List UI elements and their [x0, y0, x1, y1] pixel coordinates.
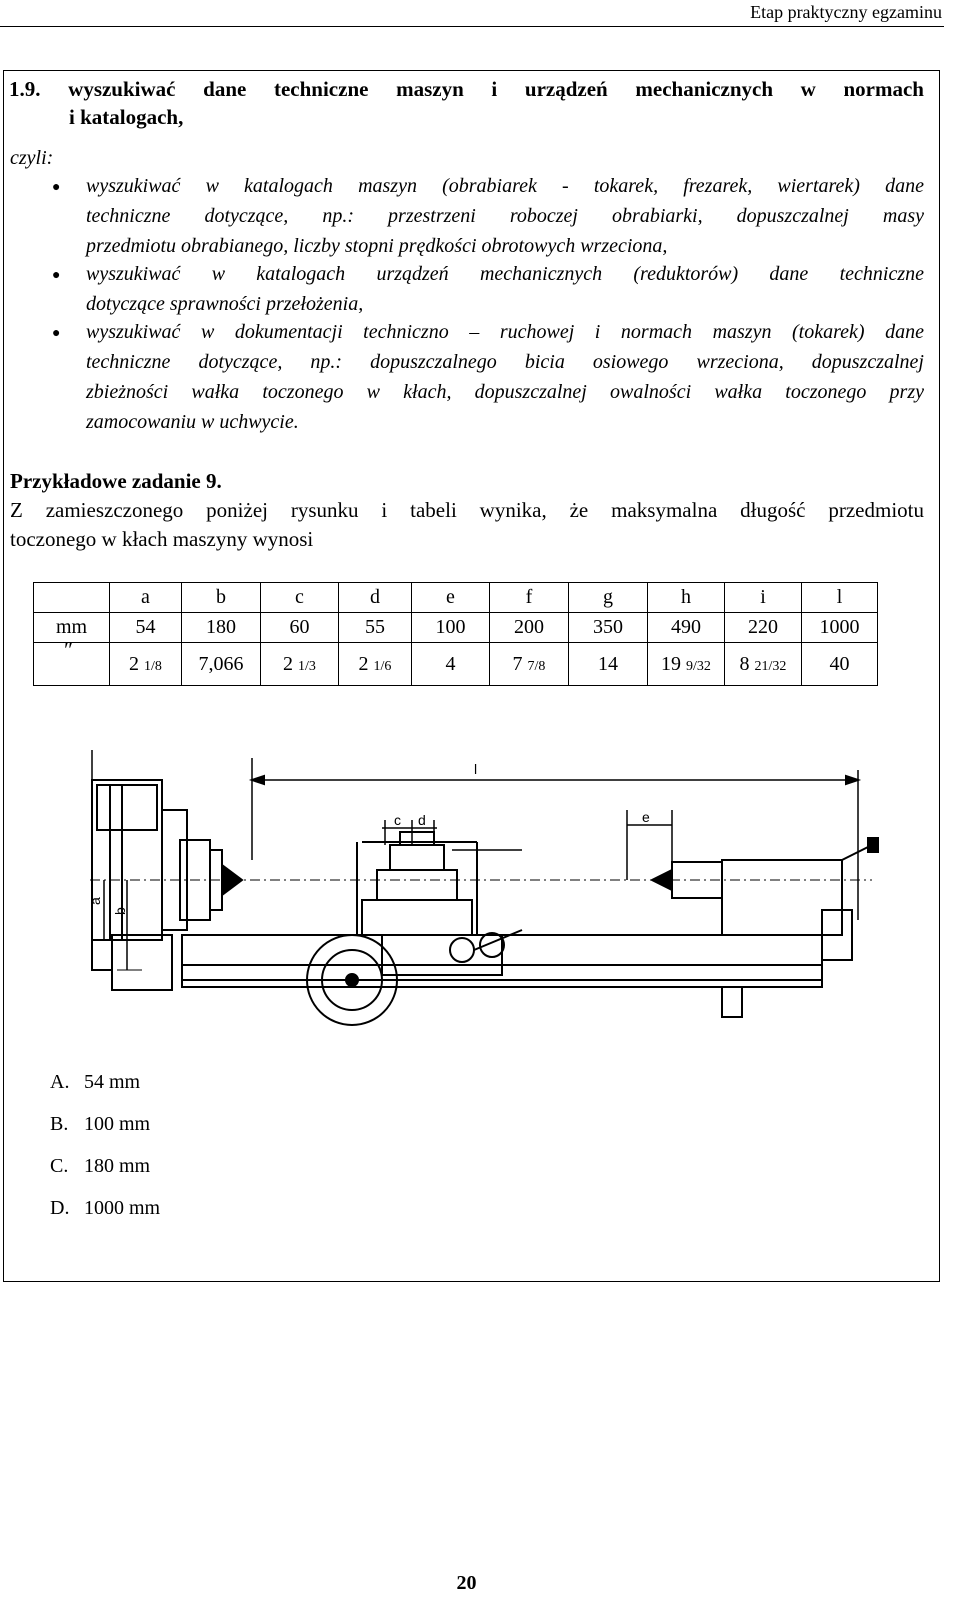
page-header: [0, 0, 960, 42]
answer-text: 1000 mm: [84, 1197, 161, 1219]
answer-option-a[interactable]: [50, 1068, 160, 1110]
table-cell: [339, 643, 412, 686]
table-header-cell: c: [261, 583, 339, 613]
inch-fraction: 7/8: [527, 658, 546, 674]
answer-letter: D.: [50, 1197, 70, 1219]
bullet-line: techniczne dotyczące, np.: przestrzeni roboczej obrabiarki, dopuszczalnej masy: [86, 205, 924, 227]
table-cell: 350: [569, 613, 648, 643]
task-description-line: toczonego w kłach maszyny wynosi: [10, 527, 314, 551]
answer-options: [50, 1068, 160, 1236]
dimension-table: [33, 582, 878, 686]
table-header-cell: a: [110, 583, 182, 613]
table-header-cell: d: [339, 583, 412, 613]
table-cell: [110, 643, 182, 686]
table-header-cell: b: [182, 583, 261, 613]
label-b: b: [112, 907, 128, 915]
task-description-line: Z zamieszczonego poniżej rysunku i tabeli wynika, że maksymalna długość przedmiotu: [10, 498, 924, 522]
table-cell: 60: [261, 613, 339, 643]
label-e: e: [642, 809, 650, 825]
bullet-icon: ●: [52, 268, 61, 283]
bullet-line: przedmiotu obrabianego, liczby stopni prędkości obrotowych wrzeciona,: [86, 235, 668, 257]
section-title-continued: i katalogach,: [69, 105, 184, 129]
inch-whole: 7: [512, 652, 523, 675]
task-description: [10, 496, 924, 554]
answer-option-d[interactable]: [50, 1194, 160, 1236]
inch-whole: 14: [598, 652, 618, 675]
table-cell: 200: [490, 613, 569, 643]
table-row-mm: [34, 613, 878, 643]
table-header-cell: e: [412, 583, 490, 613]
answer-text: 54 mm: [84, 1071, 141, 1093]
answer-option-c[interactable]: [50, 1152, 160, 1194]
inch-fraction: 21/32: [754, 658, 787, 674]
table-row-inch: [34, 643, 878, 686]
header-title: Etap praktyczny egzaminu: [750, 2, 942, 22]
inch-whole: 4: [445, 652, 456, 675]
inch-whole: 7,066: [198, 652, 244, 675]
inch-whole: 2: [129, 652, 140, 675]
table-header-cell: h: [648, 583, 725, 613]
table-corner-cell: [34, 583, 110, 613]
table-cell: 54: [110, 613, 182, 643]
bullet-line: wyszukiwać w katalogach maszyn (obrabiarek - tokarek, frezarek, wiertarek) dane: [86, 175, 924, 197]
label-c: c: [394, 812, 401, 828]
table-header-cell: f: [490, 583, 569, 613]
label-a: a: [87, 897, 103, 905]
answer-letter: C.: [50, 1155, 69, 1177]
table-row-label: ″: [34, 643, 110, 686]
table-cell: [802, 643, 878, 686]
lathe-drawing: [82, 750, 882, 1045]
label-d: d: [418, 812, 426, 828]
section-title: 1.9. wyszukiwać dane techniczne maszyn i urządzeń mechanicznych w normach: [9, 77, 924, 101]
inch-fraction: 1/6: [373, 658, 392, 674]
inch-whole: 19: [661, 652, 682, 675]
inch-whole: 2: [283, 652, 294, 675]
table-cell: [412, 643, 490, 686]
table-cell: 55: [339, 613, 412, 643]
table-cell: 1000: [802, 613, 878, 643]
table-cell: [648, 643, 725, 686]
table-cell: [569, 643, 648, 686]
inch-whole: 8: [739, 652, 750, 675]
table-cell: [261, 643, 339, 686]
table-cell: [490, 643, 569, 686]
table-header-cell: i: [725, 583, 802, 613]
table-row-headers: [34, 583, 878, 613]
answer-letter: B.: [50, 1113, 69, 1135]
bullet-line: zbieżności wałka toczonego w kłach, dopuszczalnej owalności wałka toczonego przy: [86, 381, 924, 403]
inch-fraction: 1/3: [298, 658, 316, 674]
label-l: l: [474, 761, 478, 777]
bullet-item-catalog-machines: [86, 171, 924, 261]
table-cell: 490: [648, 613, 725, 643]
inch-fraction: 1/8: [144, 658, 162, 674]
answer-text: 180 mm: [84, 1155, 151, 1177]
table-cell: 100: [412, 613, 490, 643]
header-rule: [0, 26, 944, 27]
bullet-item-catalog-devices: [86, 259, 924, 319]
inch-fraction: 9/32: [686, 658, 711, 674]
inch-whole: 40: [829, 652, 850, 675]
bullet-line: wyszukiwać w katalogach urządzeń mechanicznych (reduktorów) dane techniczne: [86, 263, 924, 285]
table-cell: [725, 643, 802, 686]
bullet-line: zamocowaniu w uchwycie.: [86, 411, 299, 433]
table-row-label: mm: [34, 613, 110, 643]
answer-option-b[interactable]: [50, 1110, 160, 1152]
task-title: Przykładowe zadanie 9.: [10, 469, 222, 493]
inch-whole: 2: [358, 652, 369, 675]
answer-text: 100 mm: [84, 1113, 151, 1135]
bullet-icon: ●: [52, 180, 61, 195]
intro-word: czyli:: [10, 147, 54, 169]
table-cell: 180: [182, 613, 261, 643]
bullet-item-documentation: [86, 317, 924, 437]
table-header-cell: l: [802, 583, 878, 613]
table-cell: [182, 643, 261, 686]
table-cell: 220: [725, 613, 802, 643]
table-header-cell: g: [569, 583, 648, 613]
bullet-line: wyszukiwać w dokumentacji techniczno – ruchowej i normach maszyn (tokarek) dane: [86, 321, 924, 343]
page-number: 20: [456, 1572, 477, 1594]
bullet-line: dotyczące sprawności przełożenia,: [86, 293, 364, 315]
bullet-icon: ●: [52, 326, 61, 341]
bullet-line: techniczne dotyczące, np.: dopuszczalnego bicia osiowego wrzeciona, dopuszczalnej: [86, 351, 924, 373]
answer-letter: A.: [50, 1071, 70, 1093]
